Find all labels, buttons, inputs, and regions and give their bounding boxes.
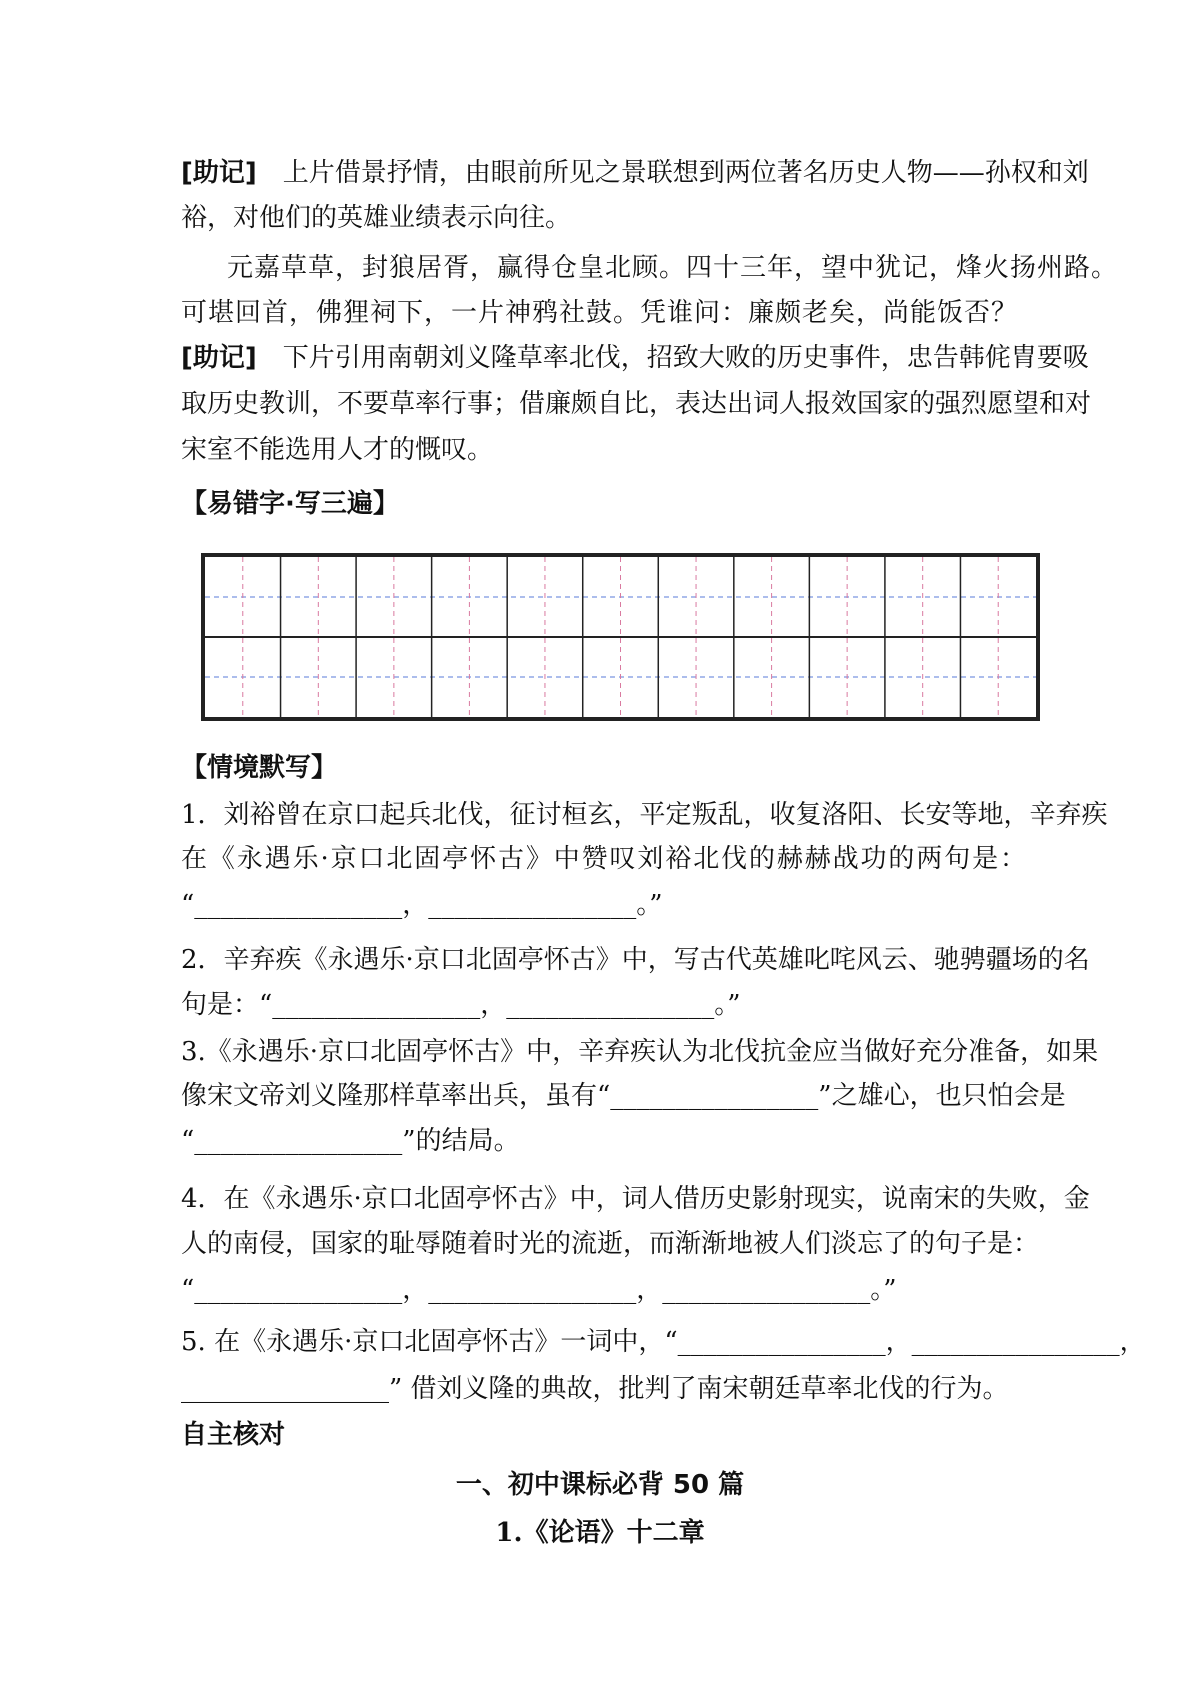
zhuji-2-tag: [助记] (181, 343, 257, 373)
poem-line-2: 可堪回首，佛狸祠下，一片神鸦社鼓。凭谁问：廉颇老矣，尚能饭否？ (181, 298, 1019, 328)
zhuji-2-line-1 (181, 341, 1089, 375)
q4-line-2: 人的南侵，国家的耻辱随着时光的流逝，而渐渐地被人们淡忘了的句子是： (181, 1229, 1040, 1259)
q3-line-3: “________________”的结局。 (181, 1126, 520, 1156)
zhuji-2-line-2: 取历史教训，不要草率行事；借廉颇自比，表达出词人报效国家的强烈愿望和对 (181, 389, 1092, 419)
section-qingjing: 【情境默写】 (181, 753, 338, 783)
q1-line-1: 1．刘裕曾在京口起兵北伐，征讨桓玄，平定叛乱，收复洛阳、长安等地，辛弃疾 (181, 800, 1108, 830)
zhuji-1-tag: [助记] (181, 158, 257, 188)
poem-line-1: 元嘉草草，封狼居胥，赢得仓皇北顾。四十三年，望中犹记，烽火扬州路。 (227, 253, 1119, 283)
zhuji-1-text-1: 上片借景抒情，由眼前所见之景联想到两位著名历史人物——孙权和刘 (282, 158, 1089, 188)
zhuji-1-line-1 (181, 156, 1089, 190)
zhuji-2-text-1: 下片引用南朝刘义隆草率北伐，招致大败的历史事件，忠告韩侂胄要吸 (282, 343, 1089, 373)
q4-line-3: “________________，________________，________________。” (181, 1275, 897, 1305)
writing-grid (201, 553, 1040, 721)
section-zizhu: 自主核对 (181, 1420, 286, 1450)
q2-line-1: 2．辛弃疾《永遇乐·京口北固亭怀古》中，写古代英雄叱咤风云、驰骋疆场的名 (181, 945, 1090, 975)
q1-line-3: “________________，________________。” (181, 890, 663, 920)
q5-line-2: ________________” 借刘义隆的典故，批判了南宋朝廷草率北伐的行为。 (181, 1374, 1009, 1404)
section-yicuozi: 【易错字·写三遍】 (181, 489, 399, 519)
zhuji-1-line-2: 裕，对他们的英雄业绩表示向往。 (181, 203, 572, 233)
q5-line-1: 5. 在《永遇乐·京口北固亭怀古》一词中，“________________，________________， (181, 1327, 1146, 1357)
q4-line-1: 4．在《永遇乐·京口北固亭怀古》中，词人借历史影射现实，说南宋的失败，金 (181, 1184, 1090, 1214)
q3-line-1: 3.《永遇乐·京口北固亭怀古》中，辛弃疾认为北伐抗金应当做好充分准备，如果 (181, 1037, 1099, 1067)
q2-line-2: 句是：“________________，________________。” (181, 990, 741, 1020)
heading-1: 一、初中课标必背 50 篇 (455, 1470, 745, 1500)
zhuji-2-line-3: 宋室不能选用人才的慨叹。 (181, 435, 494, 465)
q1-line-2: 在《永遇乐·京口北固亭怀古》中赞叹刘裕北伐的赫赫战功的两句是： (181, 844, 1026, 874)
writing-grid-lines (205, 557, 1036, 717)
heading-2: 1.《论语》十二章 (495, 1518, 705, 1548)
q3-line-2: 像宋文帝刘义隆那样草率出兵，虽有“________________”之雄心，也只怕会是 (181, 1081, 1066, 1111)
